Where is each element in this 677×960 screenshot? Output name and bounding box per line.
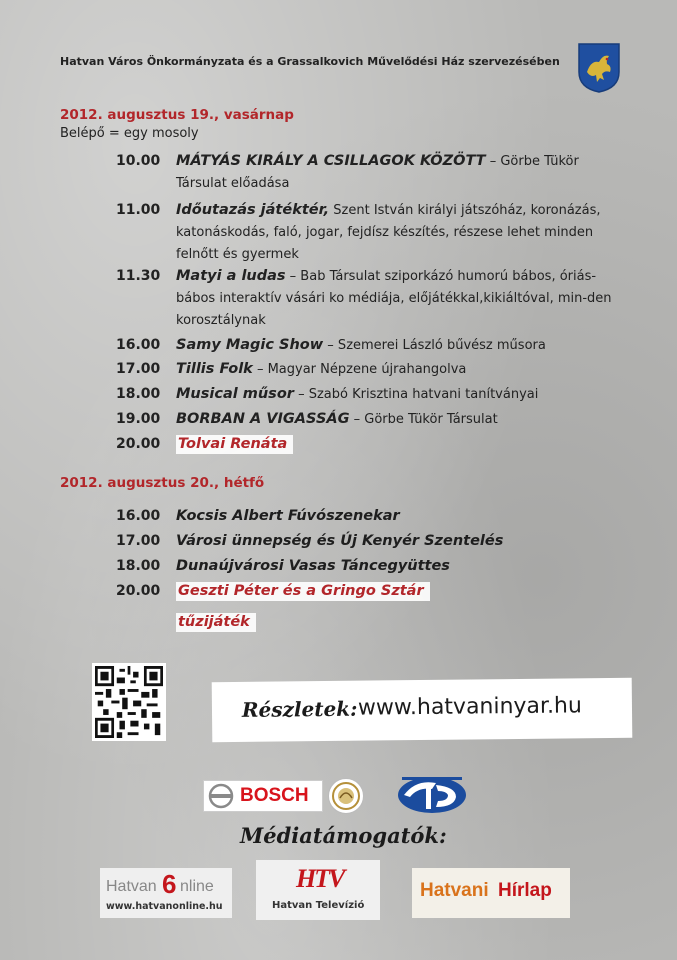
event-desc: – Görbe Tükör Társulat előadása xyxy=(176,154,579,191)
event-title-highlight: Tolvai Renáta xyxy=(176,435,293,454)
event-title: Időutazás játéktér, xyxy=(176,202,330,218)
qr-code-icon xyxy=(92,663,166,741)
hatvan-crest-icon xyxy=(577,42,621,94)
hatvanonline-logo: Hatvan 6 nline www.hatvanonline.hu xyxy=(100,868,232,918)
day1-date: 2012. augusztus 19., vasárnap xyxy=(60,107,294,123)
event-time: 20.00 xyxy=(116,583,161,599)
bosch-wordmark: BOSCH xyxy=(240,785,309,806)
event-desc: – Magyar Népzene újrahangolva xyxy=(252,362,467,377)
event-time: 18.00 xyxy=(116,558,161,574)
event-time: 17.00 xyxy=(116,361,161,377)
event-time: 19.00 xyxy=(116,411,161,427)
event-time: 11.30 xyxy=(116,268,161,284)
bosch-armature-icon xyxy=(207,782,235,810)
website-link[interactable]: www.hatvaninyar.hu xyxy=(357,693,583,721)
event-desc: – Szabó Krisztina hatvani tanítványai xyxy=(293,387,539,402)
event-title: BORBAN A VIGASSÁG xyxy=(176,411,350,427)
event-time: 18.00 xyxy=(116,386,161,402)
event-time: 17.00 xyxy=(116,533,161,549)
day2-date: 2012. augusztus 20., hétfő xyxy=(60,475,265,491)
hatvani-hirlap-logo: Hatvani Hírlap xyxy=(412,868,570,918)
organizer-line: Hatvan Város Önkormányzata és a Grassalkovich Művelődési Ház szervezésében xyxy=(60,55,560,68)
event-time: 16.00 xyxy=(116,337,161,353)
event-title: Kocsis Albert Fúvószenekar xyxy=(176,508,400,524)
hatvan-televizio-logo: HTV Hatvan Televízió xyxy=(256,860,380,920)
event-title: Dunaújvárosi Vasas Táncegyüttes xyxy=(176,558,450,574)
event-time: 16.00 xyxy=(116,508,161,524)
seal-logo-icon xyxy=(328,778,364,814)
transport-logo-icon xyxy=(396,773,468,815)
event-title: MÁTYÁS KIRÁLY A CSILLAGOK KÖZÖTT xyxy=(176,153,486,169)
event-title: Musical műsor xyxy=(176,386,294,402)
entry-note: Belépő = egy mosoly xyxy=(60,126,199,141)
media-sponsors-title: Médiatámogatók: xyxy=(240,823,447,848)
details-label: Részletek: xyxy=(241,696,358,722)
bosch-logo xyxy=(203,780,323,812)
event-title-highlight: Geszti Péter és a Gringo Sztár xyxy=(176,582,430,601)
event-title: Samy Magic Show xyxy=(176,337,324,353)
event-desc: – Görbe Tükör Társulat xyxy=(349,412,498,427)
event-title: Városi ünnepség és Új Kenyér Szentelés xyxy=(176,533,504,549)
event-time: 20.00 xyxy=(116,436,161,452)
event-time: 10.00 xyxy=(116,153,161,169)
event-title: Tillis Folk xyxy=(176,361,253,377)
event-title: Matyi a ludas xyxy=(176,268,286,284)
event-desc: – Szemerei László bűvész műsora xyxy=(323,338,546,353)
fireworks-label: tűzijáték xyxy=(176,611,256,630)
event-time: 11.00 xyxy=(116,202,161,218)
event-desc: – Bab Társulat sziporkázó humorú bábos, óriás-bábos interaktív vásári ko médiája, előjátékkal,kikiáltóval, min-den korosztálynak xyxy=(176,269,612,328)
details-banner xyxy=(212,678,633,742)
event-desc: Szent István királyi játszóház, koronázás, katonáskodás, faló, jogar, fejdísz készítés, részese lehet minden felnőtt és gyermek xyxy=(176,203,601,262)
